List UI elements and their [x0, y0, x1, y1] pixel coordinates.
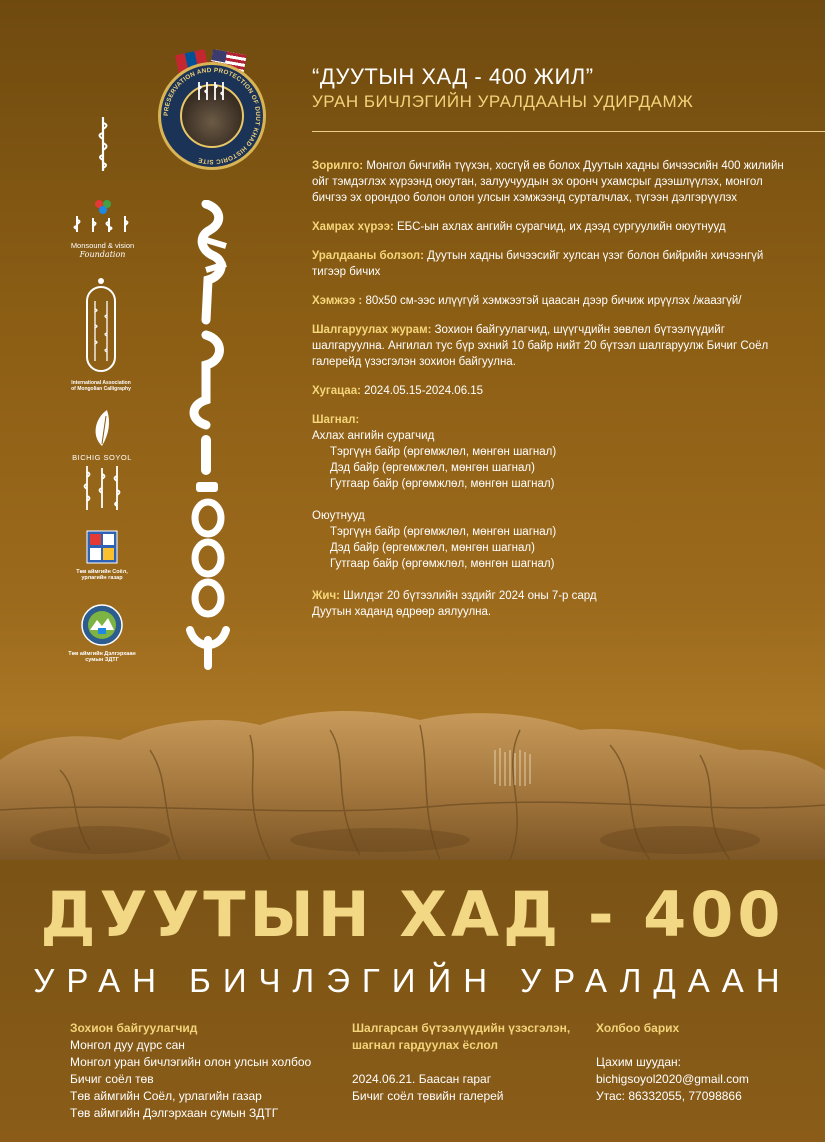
- monsound-label: Monsound & vision: [70, 241, 135, 250]
- contact-email[interactable]: bichigsoyol2020@gmail.com: [596, 1072, 749, 1086]
- scope-paragraph: [312, 219, 797, 235]
- prize-section: [312, 412, 797, 572]
- condition-label: Уралдааны болзол:: [312, 250, 424, 262]
- size-label: Хэмжээ :: [312, 295, 363, 307]
- rules-text: [312, 158, 797, 620]
- contact-heading: Холбоо барих: [596, 1021, 680, 1035]
- size-paragraph: [312, 293, 797, 309]
- prize-item: Дэд байр (өргөмжлөл, мөнгөн шагнал): [330, 542, 535, 554]
- delgerkhaan-label: Төв аймгийн Дэлгэрхаан сумын ЗДТГ: [68, 651, 136, 663]
- deadline-label: Хугацаа:: [312, 385, 361, 397]
- goal-paragraph: [312, 158, 797, 206]
- contact-email-label: Цахим шуудан:: [596, 1055, 681, 1069]
- delgerkhaan-seal-icon: [81, 604, 123, 646]
- iamc-label: International Association of Mongolian Calligraphy: [71, 380, 131, 392]
- organizer-item: Монгол уран бичлэгийн олон улсын холбоо: [70, 1055, 312, 1069]
- big-subtitle: УРАН БИЧЛЭГИЙН УРАЛДААН: [33, 962, 792, 999]
- event-column: [352, 1020, 570, 1105]
- prize-group-title: Ахлах ангийн сурагчид: [312, 430, 435, 442]
- monsound-mark-icon: [63, 196, 143, 236]
- bichig-soyol-label: BICHIG SOYOL: [72, 453, 132, 462]
- organizers-heading: Зохион байгуулагчид: [70, 1021, 198, 1035]
- note-label: Жич:: [312, 590, 340, 602]
- prize-group-title: Оюутнууд: [312, 510, 365, 522]
- monsound-logo: [60, 196, 145, 259]
- note-text: Шилдэг 20 бүтээлийн эздийг 2024 оны 7-р сард: [339, 590, 597, 602]
- deadline-paragraph: [312, 383, 797, 399]
- header-subtitle: УРАН БИЧЛЭГИЙН УРАЛДААНЫ УДИРДАМЖ: [312, 92, 694, 111]
- tuv-culture-logo: [66, 530, 138, 581]
- header-title: “ДУУТЫН ХАД - 400 ЖИЛ”: [312, 64, 594, 89]
- scope-text: ЕБС-ын ахлах ангийн сурагчид, их дээд сургуулийн оюутнууд: [393, 221, 726, 233]
- emblem-ring-label: PRESERVATION AND PROTECTION OF DUUT KHAD HISTORIC SITE: [162, 66, 262, 166]
- prize-item: Гутгаар байр (өргөмжлөл, мөнгөн шагнал): [330, 478, 555, 490]
- tuv-culture-label: Төв аймгийн Соёл, урлагийн газар: [76, 569, 128, 581]
- contact-phone: Утас: 86332055, 77098866: [596, 1089, 742, 1103]
- organizer-item: Төв аймгийн Соёл, урлагийн газар: [70, 1089, 262, 1103]
- size-text: 80x50 см-ээс илүүгүй хэмжээтэй цаасан дээр бичиж ирүүлэх /жаазгүй/: [362, 295, 742, 307]
- prize-item: Тэргүүн байр (өргөмжлөл, мөнгөн шагнал): [330, 446, 557, 458]
- event-place: Бичиг соёл төвийн галерей: [352, 1089, 504, 1103]
- bichig-soyol-script: [77, 462, 127, 514]
- note-text-line2: Дуутын хаданд өдрөөр аялуулна.: [312, 606, 492, 618]
- condition-text: Дуутын хадны бичээсийг хулсан үзэг болон бийрийн хичээнгүй тигээр бичих: [312, 250, 764, 278]
- prize-item: Дэд байр (өргөмжлөл, мөнгөн шагнал): [330, 462, 535, 474]
- scope-label: Хамрах хүрээ:: [312, 221, 394, 233]
- note-paragraph: [312, 588, 797, 604]
- feather-brush-icon: [87, 408, 117, 448]
- mongol-script-logo-top: [92, 115, 114, 173]
- judging-label: Шалгаруулах журам:: [312, 324, 432, 336]
- bichig-soyol-logo: [66, 408, 138, 519]
- judging-paragraph: [312, 322, 797, 370]
- event-heading-line1: Шалгарсан бүтээлүүдийн үзэсгэлэн,: [352, 1021, 571, 1035]
- condition-paragraph: [312, 248, 797, 280]
- duut-khad-rocks-image: [0, 690, 825, 865]
- delgerkhaan-logo: [62, 604, 142, 663]
- judging-text: Зохион байгуулагчид, шүүгчдийн зөвлөл бүтээлүүдийг шалгаруулна. Ангилал тус бүр эхний 10 байр нийт 20 бүтээл шалгаруулж Бичиг Соёл галерейд үзэсгэлэн зохион байгуулна.: [312, 324, 769, 368]
- prize-item: Тэргүүн байр (өргөмжлөл, мөнгөн шагнал): [330, 526, 557, 538]
- monsound-sublabel: Foundation: [79, 250, 126, 259]
- organizer-item: Бичиг соёл төв: [70, 1072, 154, 1086]
- iamc-emblem-icon: [81, 275, 121, 375]
- header-divider: [312, 131, 825, 132]
- iamc-logo: [70, 275, 132, 392]
- goal-label: Зорилго:: [312, 160, 364, 172]
- prize-item: Гутгаар байр (өргөмжлөл, мөнгөн шагнал): [330, 558, 555, 570]
- goal-text: Монгол бичгийн түүхэн, хосгүй өв болох Дуутын хадны бичээсийн 400 жилийн ойг тэмдэглэх хүрээнд оюутан, залуучуудын эх оронч ухамсрыг дээшлүүлэх, монгол бичгээ эх орондоо болон олон улсын хэмжээнд сурталчлах, түгээн дэлгэрүүлэх: [312, 160, 784, 204]
- emblem-ring-text: [158, 62, 266, 170]
- event-heading-line2: шагнал гардуулах ёслол: [352, 1038, 498, 1052]
- contact-column: [596, 1020, 749, 1105]
- prize-label: Шагнал:: [312, 414, 360, 426]
- culture-badge-icon: [86, 530, 118, 564]
- big-title: ДУУТЫН ХАД - 400: [40, 878, 785, 951]
- organizers-column: [70, 1020, 311, 1122]
- organizer-item: Төв аймгийн Дэлгэрхаан сумын ЗДТГ: [70, 1106, 279, 1120]
- organizer-item: Монгол дуу дүрс сан: [70, 1038, 185, 1052]
- emblem-script-icon: [194, 80, 230, 102]
- deadline-text: 2024.05.15-2024.06.15: [360, 385, 484, 397]
- header: [312, 64, 792, 112]
- event-date: 2024.06.21. Баасан гараг: [352, 1072, 492, 1086]
- mongol-calligraphy-title: [176, 200, 246, 670]
